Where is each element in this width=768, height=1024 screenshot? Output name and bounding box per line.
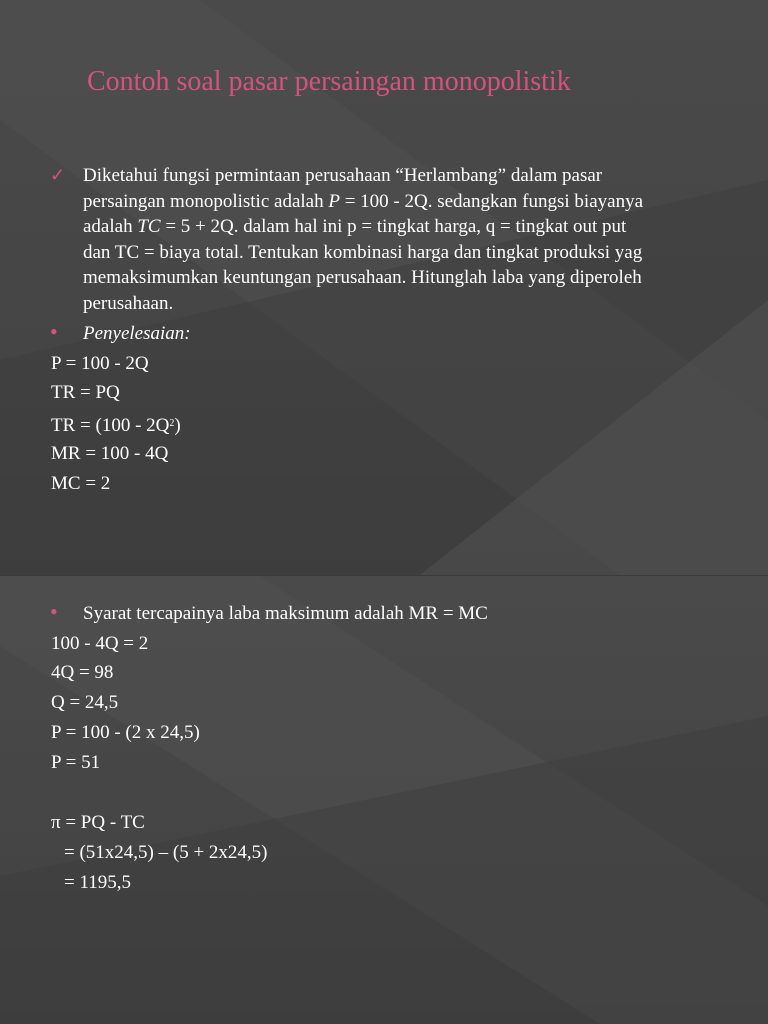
problem-line: Diketahui fungsi permintaan perusahaan “Herlambang” dalam pasar	[83, 165, 603, 186]
problem-line: adalah TC = 5 + 2Q. dalam hal ini p = tingkat harga, q = tingkat out put	[83, 216, 627, 237]
profit-line: = (51x24,5) – (5 + 2x24,5)	[64, 842, 268, 863]
solution-label: Penyelesaian:	[83, 323, 191, 344]
profit-line: π = PQ - TC	[51, 812, 145, 833]
slide-2	[0, 576, 768, 1024]
problem-statement	[83, 163, 743, 316]
equation-line: P = 100 - 2Q	[51, 353, 149, 374]
equation-line: MR = 100 - 4Q	[51, 443, 169, 464]
equation-line: TR = $(100 - 2Q^2)$	[51, 415, 181, 436]
check-bullet-icon: ✓	[50, 165, 66, 185]
step-line: Q = 24,5	[51, 692, 119, 713]
problem-line: dan TC = biaya total. Tentukan kombinasi harga dan tingkat produksi yag	[83, 241, 643, 263]
step-line: 100 - 4Q = 2	[51, 633, 149, 654]
step-line: P = 51	[51, 752, 101, 773]
problem-line: persaingan monopolistic adalah P = 100 - 2Q. sedangkan fungsi biayanya	[83, 190, 644, 212]
slide-title: Contoh soal pasar persaingan monopolistik	[87, 66, 571, 97]
step-line: 4Q = 98	[51, 662, 114, 683]
dot-bullet-icon: •	[50, 599, 58, 624]
equation-line: MC = 2	[51, 473, 111, 494]
equation-line: TR = PQ	[51, 382, 120, 403]
problem-line: memaksimumkan keuntungan perusahaan. Hitunglah laba yang diperoleh	[83, 267, 642, 288]
dot-bullet-icon: •	[50, 319, 58, 344]
problem-line: perusahaan.	[83, 292, 174, 314]
step-line: P = 100 - (2 x 24,5)	[51, 722, 200, 743]
max-profit-condition: Syarat tercapainya laba maksimum adalah MR = MC	[83, 603, 488, 624]
profit-line: = 1195,5	[64, 872, 132, 893]
